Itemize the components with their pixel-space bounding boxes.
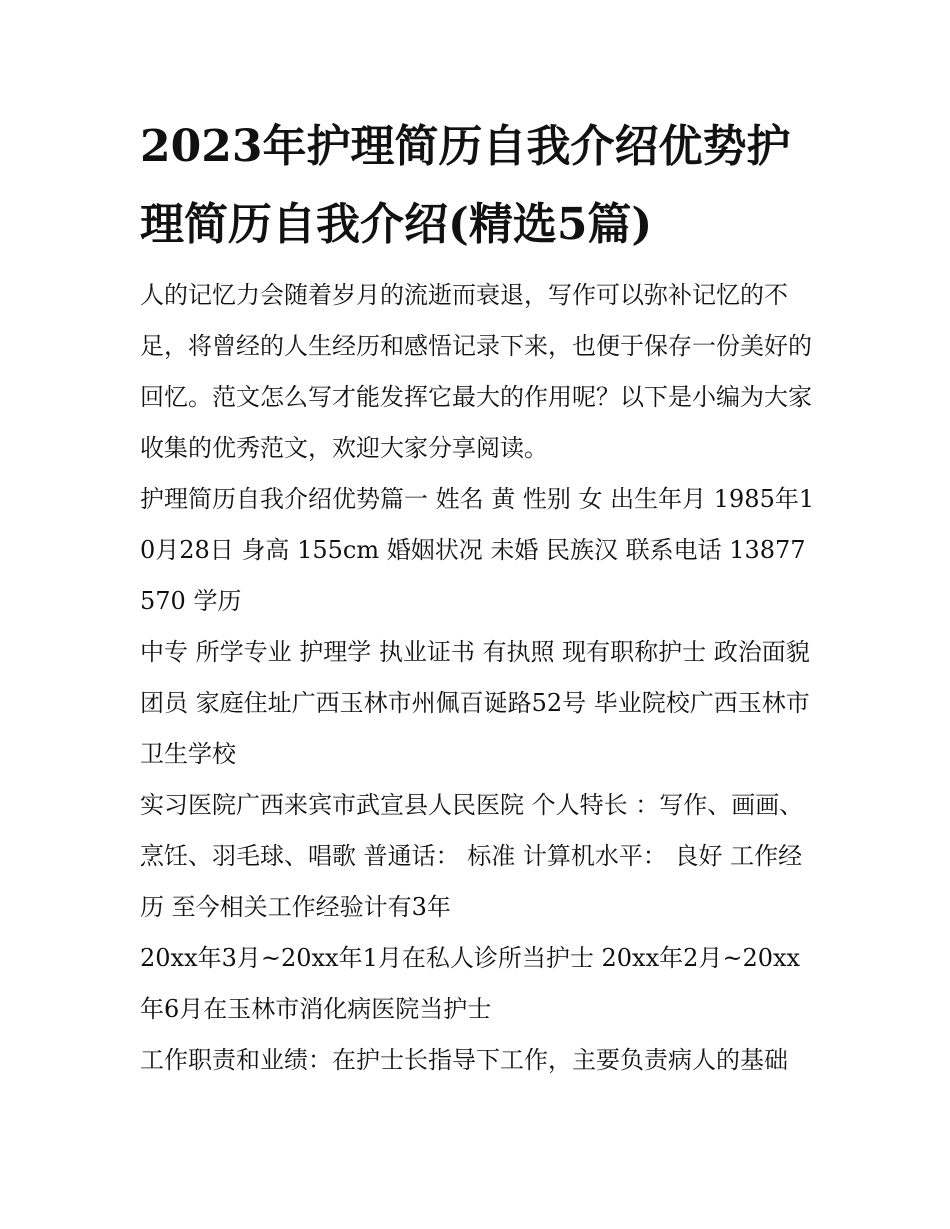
paragraph-personal-info: 护理简历自我介绍优势篇一 姓名 黄 性别 女 出生年月 1985年10月28日 身高 155cm 婚姻状况 未婚 民族汉 联系电话 13877570 学历 bbox=[140, 485, 815, 615]
document-title: 2023年护理简历自我介绍优势护理简历自我介绍(精选5篇) bbox=[140, 121, 791, 250]
document-content bbox=[140, 108, 820, 1086]
paragraph-work-history: 20xx年3月~20xx年1月在私人诊所当护士 20xx年2月~20xx年6月在玉林市消化病医院当护士 bbox=[140, 944, 801, 1023]
paragraph-duties: 工作职责和业绩：在护士长指导下工作，主要负责病人的基础 bbox=[140, 1046, 788, 1074]
paragraph-skills: 实习医院广西来宾市武宣县人民医院 个人特长 ：写作、画画、烹饪、羽毛球、唱歌 普通话： 标准 计算机水平： 良好 工作经历 至今相关工作经验计有3年 bbox=[140, 791, 804, 921]
paragraph-intro: 人的记忆力会随着岁月的流逝而衰退，写作可以弥补记忆的不足，将曾经的人生经历和感悟记录下来，也便于保存一份美好的回忆。范文怎么写才能发挥它最大的作用呢？以下是小编为大家收集的优秀范文，欢迎大家分享阅读。 bbox=[140, 281, 812, 462]
paragraph-education: 中专 所学专业 护理学 执业证书 有执照 现有职称护士 政治面貌 团员 家庭住址广西玉林市州佩百诞路52号 毕业院校广西玉林市卫生学校 bbox=[140, 638, 810, 768]
